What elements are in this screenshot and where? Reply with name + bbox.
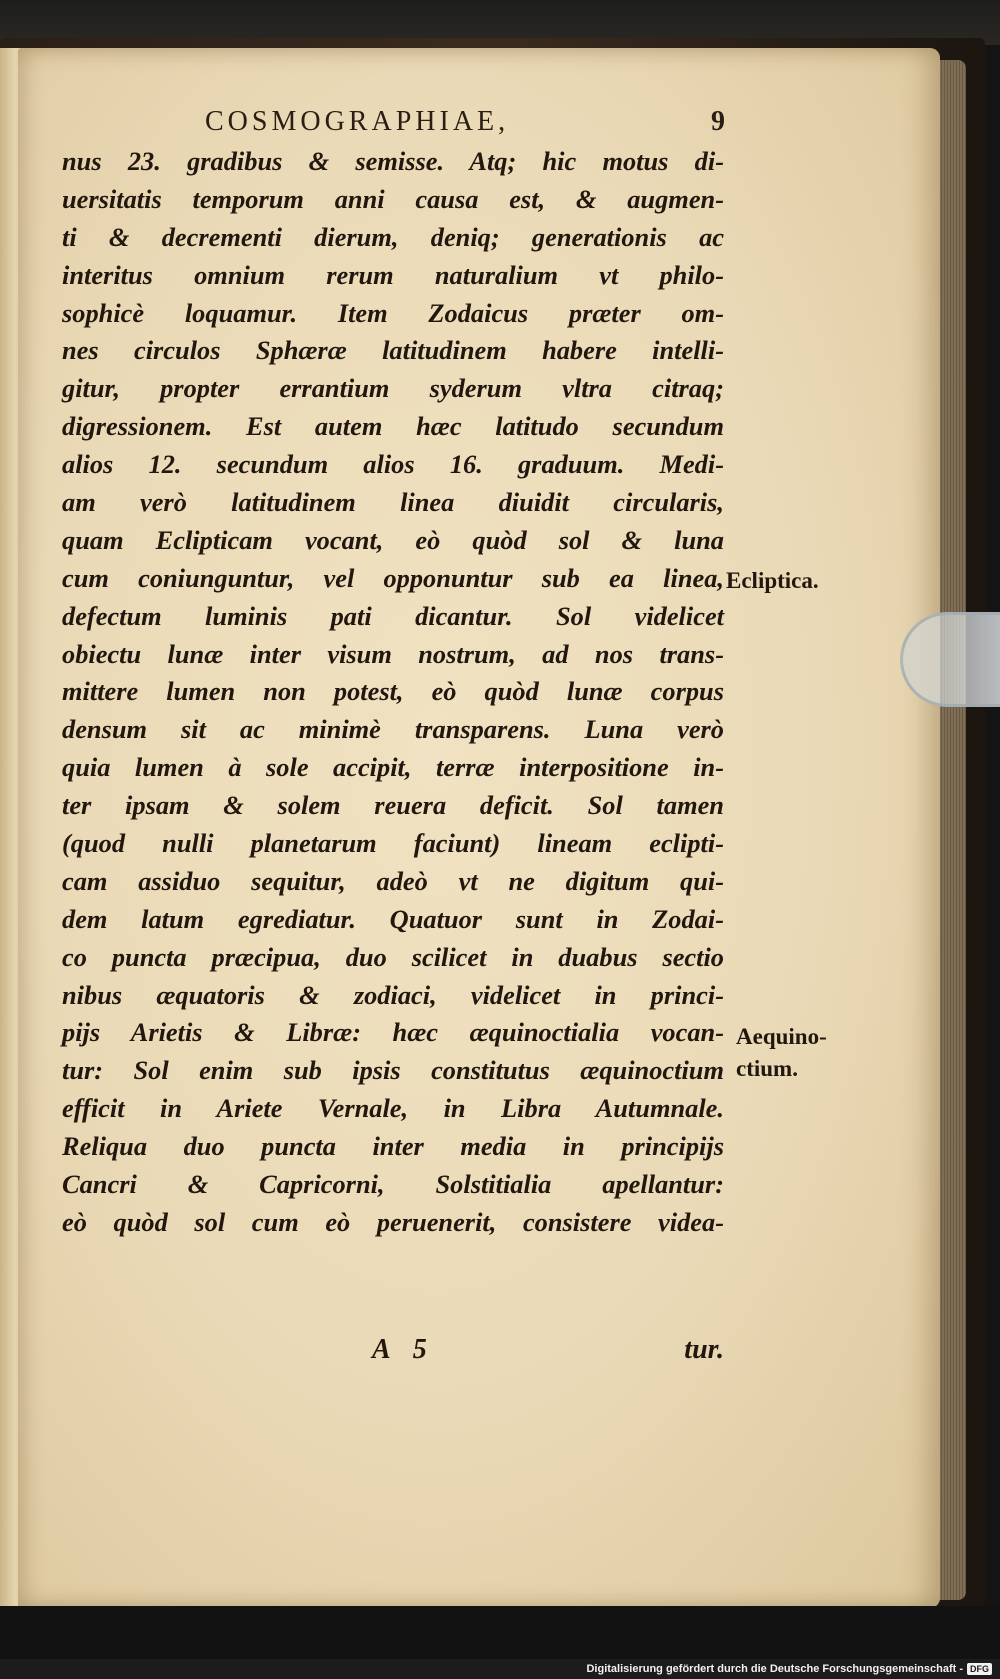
- text-line: cam assiduo sequitur, adeò vt ne digitum qui-: [62, 865, 724, 896]
- margin-note-aequinoctium-2: ctium.: [736, 1056, 798, 1081]
- page-clip: [900, 612, 1000, 707]
- text-line: nibus æquatoris & zodiaci, videlicet in princi-: [62, 979, 724, 1010]
- margin-note-aequinoctium-1: Aequino-: [736, 1024, 827, 1049]
- text-line: gitur, propter errantium syderum vltra citraq;: [62, 373, 724, 404]
- main-text-block: [62, 143, 724, 1242]
- page-block-edge: [936, 60, 966, 1600]
- text-line: am verò latitudinem linea diuidit circularis,: [62, 487, 724, 518]
- margin-note-ecliptica: Ecliptica.: [726, 568, 819, 593]
- footer-credit: Digitalisierung gefördert durch die Deutsche Forschungsgemeinschaft -: [586, 1663, 963, 1675]
- text-line: Reliqua duo puncta inter media in principijs: [62, 1131, 724, 1162]
- text-line: alios 12. secundum alios 16. graduum. Medi-: [62, 449, 724, 480]
- text-line: cum coniunguntur, vel opponuntur sub ea linea,: [62, 562, 724, 593]
- footer-bar: [0, 1659, 1000, 1679]
- catchword: tur.: [684, 1334, 724, 1365]
- text-line: ti & decrementi dierum, deniq; generationis ac: [62, 221, 724, 252]
- text-line: dem latum egrediatur. Quatuor sunt in Zodai-: [62, 903, 724, 934]
- dfg-logo-icon: DFG: [967, 1663, 992, 1675]
- running-head: [205, 106, 729, 138]
- text-line: ter ipsam & solem reuera deficit. Sol tamen: [62, 790, 724, 821]
- text-line: defectum luminis pati dicantur. Sol videlicet: [62, 600, 724, 631]
- text-line: obiectu lunæ inter visum nostrum, ad nos trans-: [62, 638, 724, 669]
- text-line: (quod nulli planetarum faciunt) lineam eclipti-: [62, 828, 724, 859]
- text-line: uersitatis temporum anni causa est, & augmen-: [62, 183, 724, 214]
- text-line: nus 23. gradibus & semisse. Atq; hic motus di-: [62, 146, 724, 176]
- text-line: nes circulos Sphæræ latitudinem habere intelli-: [62, 335, 724, 366]
- text-line: eò quòd sol cum eò peruenerit, consistere videa-: [62, 1206, 724, 1237]
- text-line: quia lumen à sole accipit, terræ interpositione in-: [62, 752, 724, 783]
- scan-background-bottom: [0, 1606, 1000, 1659]
- signature-line: [372, 1334, 724, 1366]
- text-line: quam Eclipticam vocant, eò quòd sol & luna: [62, 524, 724, 555]
- text-line: Cancri & Capricorni, Solstitialia apellantur:: [62, 1169, 724, 1200]
- text-line: digressionem. Est autem hæc latitudo secundum: [62, 411, 724, 442]
- text-line: sophicè loquamur. Item Zodaicus præter om-: [62, 297, 724, 328]
- page-number: 9: [711, 106, 729, 137]
- text-line: co puncta præcipua, duo scilicet in duabus sectio: [62, 941, 724, 972]
- text-line: mittere lumen non potest, eò quòd lunæ corpus: [62, 676, 724, 707]
- text-line: efficit in Ariete Vernale, in Libra Autumnale.: [62, 1093, 724, 1124]
- text-line: tur: Sol enim sub ipsis constitutus æquinoctium: [62, 1055, 724, 1086]
- running-head-title: COSMOGRAPHIAE,: [205, 106, 510, 137]
- text-line: densum sit ac minimè transparens. Luna verò: [62, 714, 724, 745]
- signature-mark: A: [372, 1334, 391, 1365]
- text-line: pijs Arietis & Libræ: hæc æquinoctialia vocan-: [62, 1017, 724, 1048]
- signature-number: 5: [412, 1334, 427, 1365]
- text-line: interitus omnium rerum naturalium vt philo-: [62, 259, 724, 290]
